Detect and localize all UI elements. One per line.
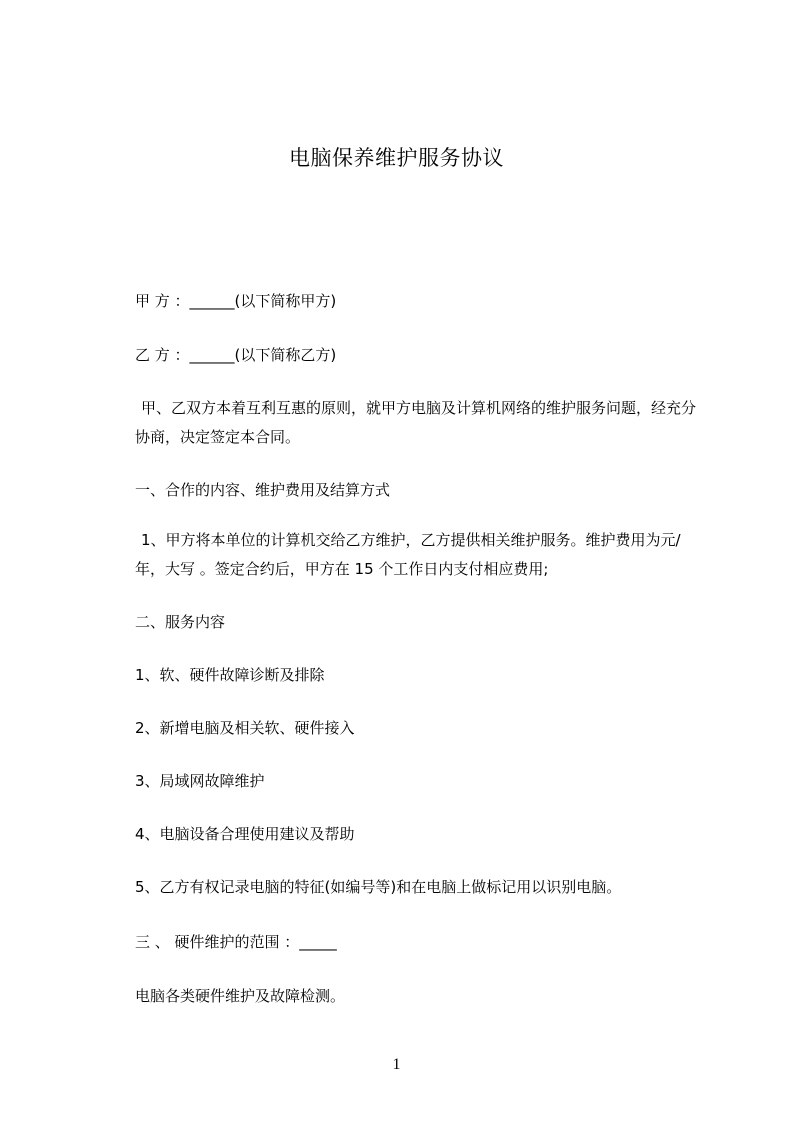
intro-paragraph bbox=[135, 394, 705, 452]
party-b-line: 乙 方 ：______(以下简称乙方) bbox=[135, 346, 337, 364]
section-1-item-1 bbox=[135, 526, 705, 584]
list-item: 4、电脑设备合理使用建议及帮助 bbox=[135, 825, 355, 843]
section-3-text: 电脑各类硬件维护及故障检测。 bbox=[135, 987, 346, 1005]
page-number: 1 bbox=[392, 1056, 401, 1073]
list-item: 5、乙方有权记录电脑的特征(如编号等)和在电脑上做标记用以识别电脑。 bbox=[135, 878, 622, 896]
party-a-line: 甲 方 ：______(以下简称甲方) bbox=[135, 292, 337, 310]
section-1-item-1-text: 1、甲方将本单位的计算机交给乙方维护，乙方提供相关维护服务。维护费用为元/年，大写 。签定合约后，甲方在 15 个工作日内支付相应费用; bbox=[135, 531, 681, 578]
document-title: 电脑保养维护服务协议 bbox=[289, 146, 504, 170]
intro-text: 甲、乙双方本着互利互惠的原则，就甲方电脑及计算机网络的维护服务问题，经充分协商，决定签定本合同。 bbox=[135, 399, 697, 446]
list-item: 2、新增电脑及相关软、硬件接入 bbox=[135, 719, 355, 737]
section-2-heading: 二、服务内容 bbox=[135, 613, 226, 631]
list-item: 3、局域网故障维护 bbox=[135, 772, 265, 790]
list-item: 1、软、硬件故障诊断及排除 bbox=[135, 666, 325, 684]
section-3-heading: 三 、 硬件维护的范围 ：_____ bbox=[135, 933, 337, 951]
section-1-heading: 一、合作的内容、维护费用及结算方式 bbox=[135, 481, 391, 499]
